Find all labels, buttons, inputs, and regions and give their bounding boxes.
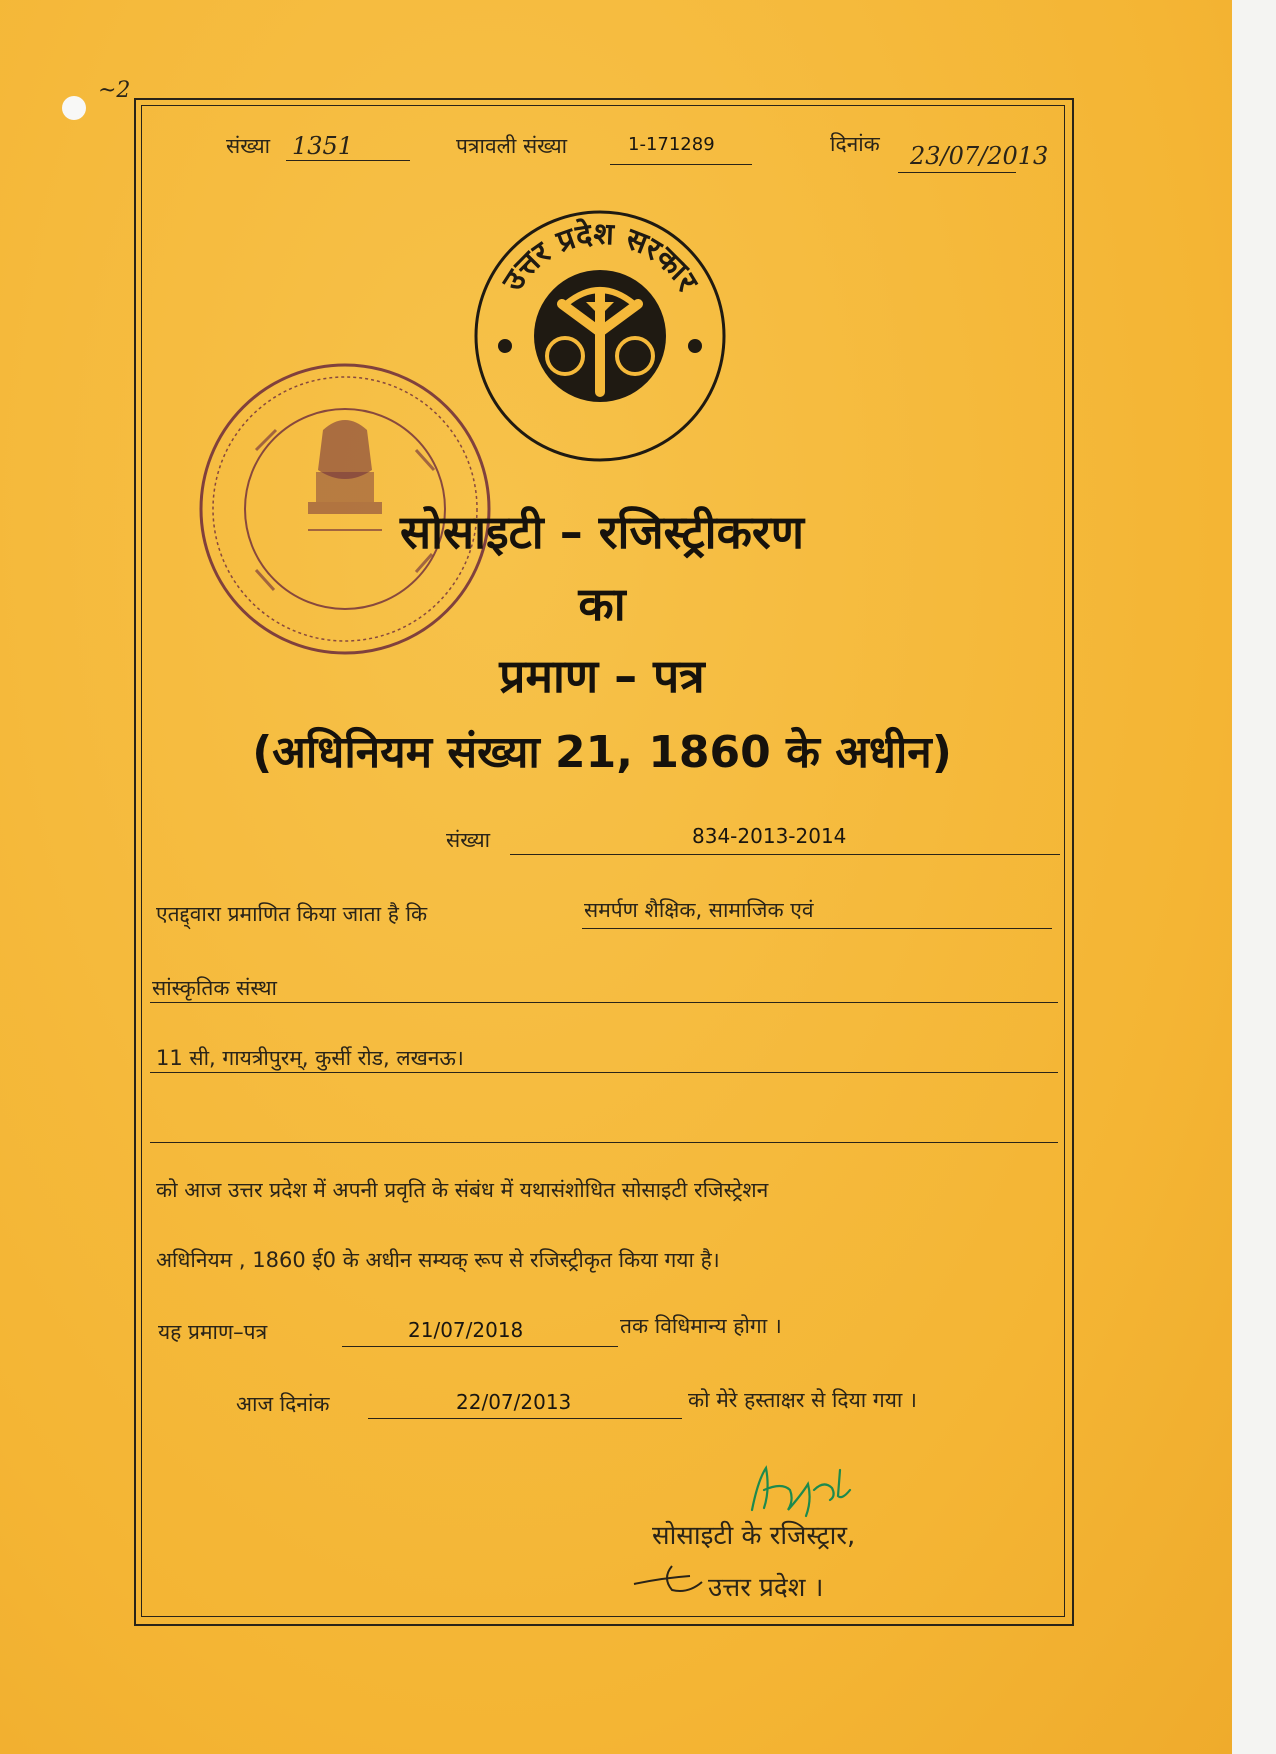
statement-line1: को आज उत्तर प्रदेश में अपनी प्रवृति के संबंध में यथासंशोधित सोसाइटी रजिस्ट्रेशन bbox=[156, 1178, 769, 1202]
certificate-title-line3: प्रमाण – पत्र bbox=[499, 649, 705, 703]
registration-number-value: 834-2013-2014 bbox=[692, 824, 847, 848]
certificate-title-line4: (अधिनियम संख्या 21, 1860 के अधीन) bbox=[252, 727, 952, 778]
date-value: 23/07/2013 bbox=[910, 142, 1049, 170]
up-government-emblem bbox=[470, 206, 730, 466]
registrar-signature bbox=[742, 1460, 862, 1520]
number-value: 1351 bbox=[292, 132, 354, 160]
punch-hole bbox=[62, 96, 86, 120]
society-name-part2: सांस्कृतिक संस्था bbox=[152, 976, 277, 1000]
validity-prefix: यह प्रमाण–पत्र bbox=[158, 1320, 268, 1344]
registrar-title-line2: उत्तर प्रदेश । bbox=[708, 1573, 824, 1603]
validity-underline bbox=[342, 1346, 618, 1347]
registrar-title-line1: सोसाइटी के रजिस्ट्रार, bbox=[652, 1521, 856, 1551]
society-address: 11 सी, गायत्रीपुरम्, कुर्सी रोड, लखनऊ। bbox=[156, 1046, 464, 1070]
certificate-title-line2: का bbox=[578, 577, 626, 631]
date-label: दिनांक bbox=[830, 132, 880, 156]
registration-number-label: संख्या bbox=[446, 828, 491, 852]
blank-underline bbox=[150, 1142, 1058, 1143]
emblem-arc-text: उत्तर प्रदेश सरकार bbox=[495, 216, 705, 298]
file-number-underline bbox=[610, 164, 752, 165]
validity-suffix: तक विधिमान्य होगा । bbox=[620, 1314, 782, 1338]
number-underline bbox=[286, 160, 410, 161]
society-name2-underline bbox=[150, 1002, 1058, 1003]
issued-underline bbox=[368, 1418, 682, 1419]
file-number-label: पत्रावली संख्या bbox=[456, 134, 568, 158]
validity-date: 21/07/2018 bbox=[408, 1318, 524, 1342]
issued-suffix: को मेरे हस्ताक्षर से दिया गया । bbox=[688, 1388, 917, 1412]
file-number-value: 1-171289 bbox=[628, 134, 715, 155]
number-label: संख्या bbox=[226, 134, 271, 158]
statement-line2: अधिनियम , 1860 ई0 के अधीन सम्यक् रूप से रजिस्ट्रीकृत किया गया है। bbox=[156, 1248, 720, 1272]
society-name-part1: समर्पण शैक्षिक, सामाजिक एवं bbox=[584, 898, 814, 922]
corner-mark: ~2 bbox=[98, 78, 131, 103]
address-underline bbox=[150, 1072, 1058, 1073]
issued-date: 22/07/2013 bbox=[456, 1390, 572, 1414]
society-name-underline bbox=[582, 928, 1052, 929]
registration-number-underline bbox=[510, 854, 1060, 855]
date-underline bbox=[898, 172, 1016, 173]
certify-prefix: एतद्द्वारा प्रमाणित किया जाता है कि bbox=[156, 902, 428, 926]
issued-prefix: आज दिनांक bbox=[236, 1392, 330, 1416]
certificate-title-line1: सोसाइटी – रजिस्ट्रीकरण bbox=[400, 505, 804, 559]
